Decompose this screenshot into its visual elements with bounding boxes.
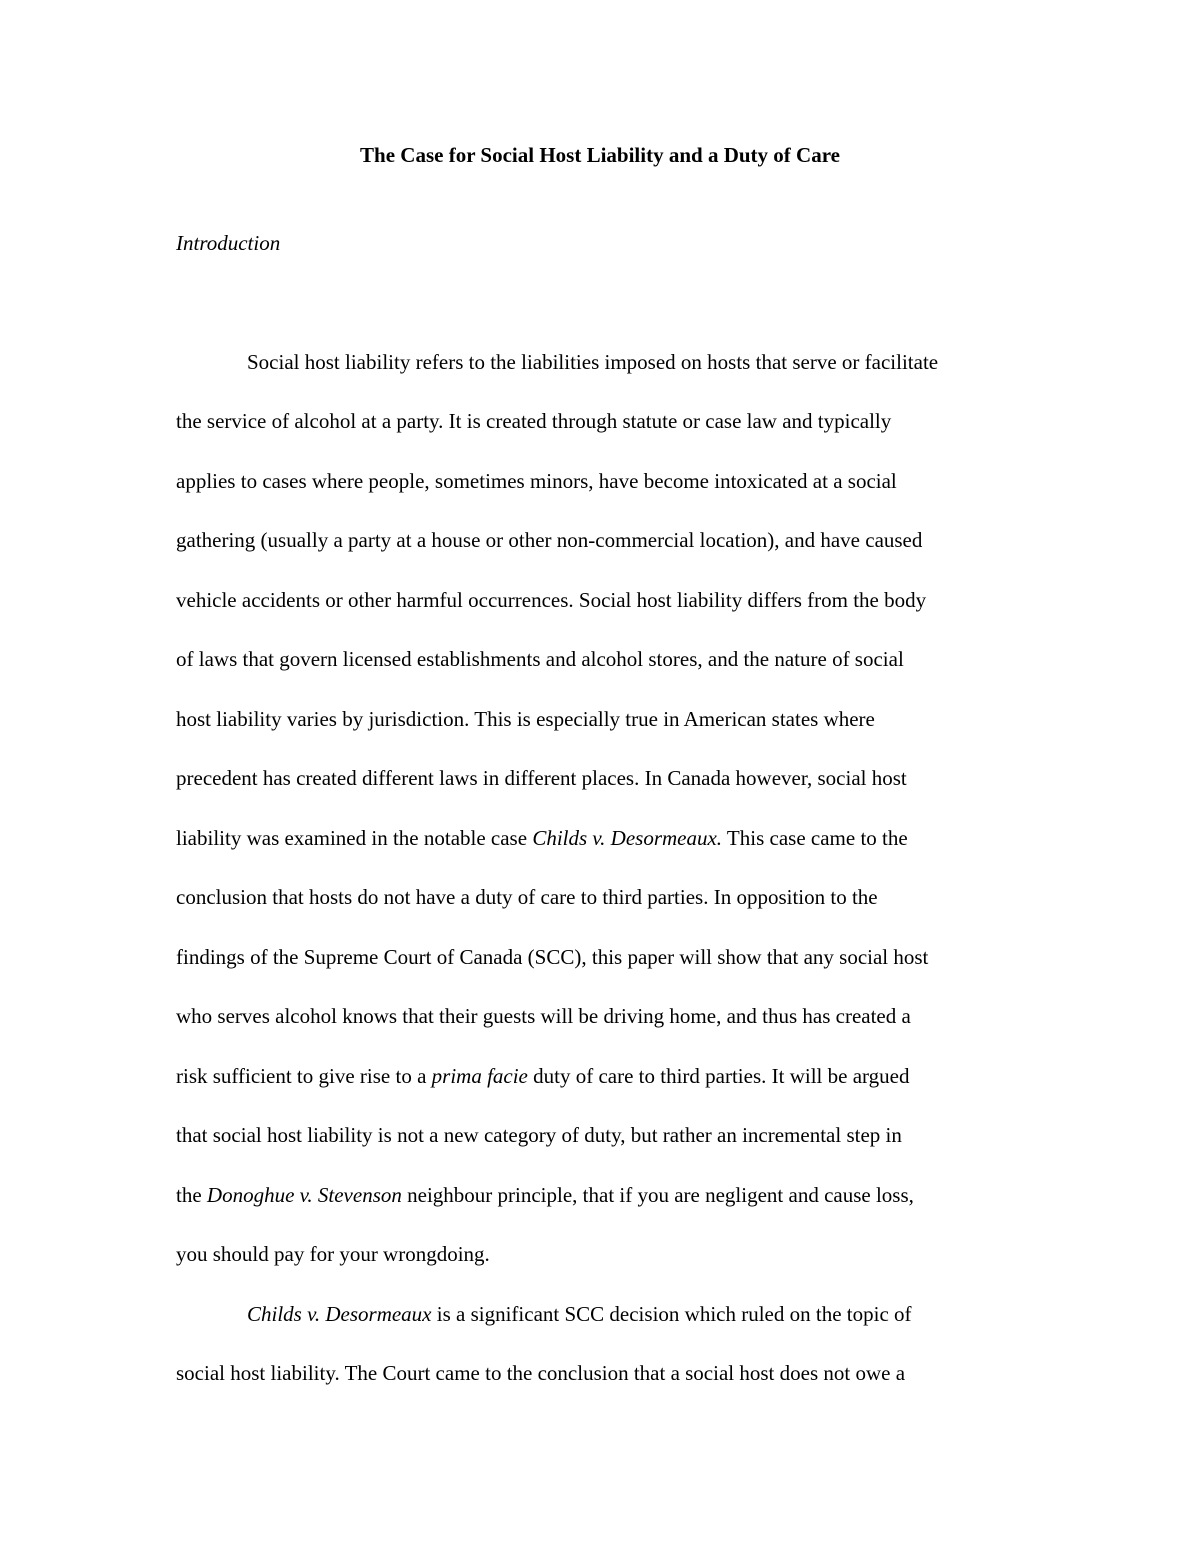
paragraph-line: applies to cases where people, sometimes minors, have become intoxicated at a social	[176, 469, 897, 493]
line-text: duty of care to third parties. It will be argued	[527, 1064, 910, 1088]
case-citation: Childs v. Desormeaux	[247, 1302, 432, 1326]
paragraph-line	[176, 1180, 914, 1210]
line-text: neighbour principle, that if you are negligent and cause loss,	[401, 1183, 914, 1207]
case-citation: Donoghue v. Stevenson	[206, 1183, 402, 1207]
paragraph-line: findings of the Supreme Court of Canada (SCC), this paper will show that any social host	[176, 945, 929, 969]
paragraph-line: who serves alcohol knows that their guests will be driving home, and thus has created a	[176, 1004, 911, 1028]
paragraph-line: that social host liability is not a new category of duty, but rather an incremental step in	[176, 1123, 902, 1147]
paragraph-line	[176, 823, 908, 853]
paragraph-line: social host liability. The Court came to the conclusion that a social host does not owe a	[176, 1361, 906, 1385]
paragraph-line: you should pay for your wrongdoing.	[176, 1242, 490, 1266]
document-title: The Case for Social Host Liability and a Duty of Care	[360, 143, 840, 167]
paragraph-line: host liability varies by jurisdiction. This is especially true in American states where	[176, 707, 875, 731]
paragraph-line: conclusion that hosts do not have a duty of care to third parties. In opposition to the	[176, 885, 878, 909]
line-text: liability was examined in the notable case	[176, 826, 533, 850]
paragraph-line	[176, 1061, 909, 1091]
paragraph-line: Social host liability refers to the liabilities imposed on hosts that serve or facilitate	[247, 350, 939, 374]
paragraph-line: the service of alcohol at a party. It is created through statute or case law and typically	[176, 409, 892, 433]
paragraph-line: precedent has created different laws in different places. In Canada however, social host	[176, 766, 907, 790]
paragraph-line: vehicle accidents or other harmful occurrences. Social host liability differs from the body	[176, 588, 927, 612]
paragraph-line: gathering (usually a party at a house or other non-commercial location), and have caused	[176, 528, 923, 552]
line-text: This case came to the	[722, 826, 908, 850]
line-text: risk sufficient to give rise to a	[176, 1064, 432, 1088]
line-text: the	[176, 1183, 207, 1207]
paragraph-line: of laws that govern licensed establishments and alcohol stores, and the nature of social	[176, 647, 904, 671]
section-heading: Introduction	[176, 231, 281, 255]
latin-term: prima facie	[431, 1064, 528, 1088]
paragraph-line	[247, 1299, 912, 1329]
line-text: is a significant SCC decision which ruled on the topic of	[431, 1302, 912, 1326]
case-citation: Childs v. Desormeaux.	[532, 826, 723, 850]
